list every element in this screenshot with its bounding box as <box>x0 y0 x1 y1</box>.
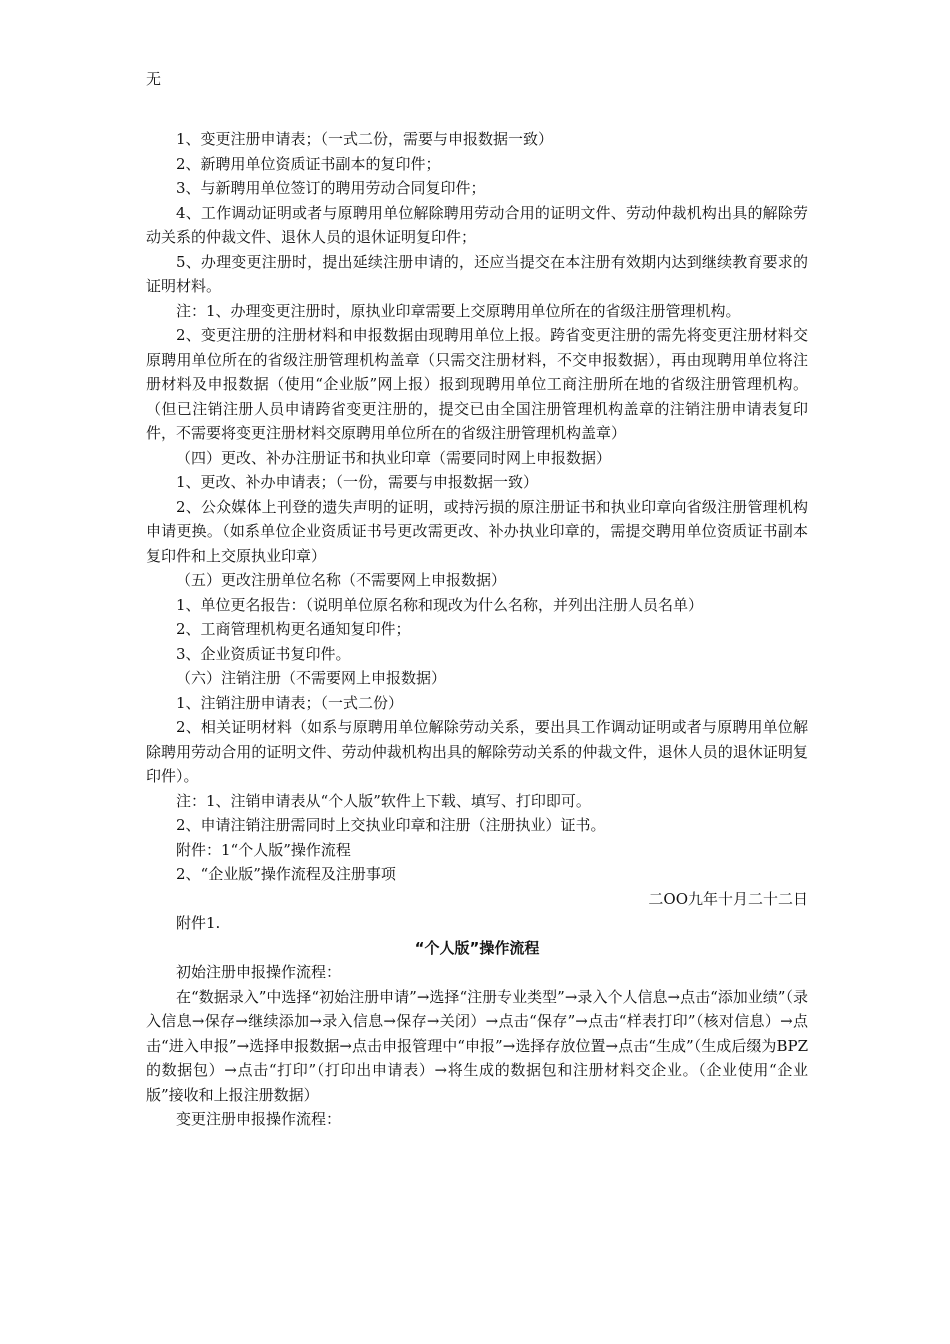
section-heading: （五）更改注册单位名称（不需要网上申报数据） <box>176 571 507 589</box>
paragraph: 2、工商管理机构更名通知复印件； <box>176 620 411 638</box>
page-header: 无 <box>146 70 162 88</box>
paragraph: 3、企业资质证书复印件。 <box>176 644 351 663</box>
note-paragraph: 注：1、注销申请表从“个人版”软件上下载、填写、打印即可。 <box>176 791 591 810</box>
section-heading: （六）注销注册（不需要网上申报数据） <box>176 669 447 687</box>
paragraph: 2、公众媒体上刊登的遗失声明的证明，或持污损的原注册证书和执业印章向省级注册管理机构申请更换。（如系单位企业资质证书号更改需更改、补办执业印章的，需提交聘用单位资质证书副本复印件和上交原执业印章） <box>146 497 808 565</box>
attachment-label: 附件1. <box>176 914 221 932</box>
paragraph: 1、单位更名报告：（说明单位原名称和现改为什么名称，并列出注册人员名单） <box>176 595 704 614</box>
note-paragraph: 注：1、办理变更注册时，原执业印章需要上交原聘用单位所在的省级注册管理机构。 <box>176 301 741 320</box>
paragraph: 2、相关证明材料（如系与原聘用单位解除劳动关系，要出具工作调动证明或者与原聘用单位解除聘用劳动合用的证明文件、劳动仲裁机构出具的解除劳动关系的仲裁文件，退休人员的退休证明复印件）。 <box>146 718 808 785</box>
paragraph: 2、申请注销注册需同时上交执业印章和注册（注册执业）证书。 <box>176 816 606 834</box>
document-date: 二OO九年十月二十二日 <box>648 889 808 908</box>
paragraph: 1、变更注册申请表；（一式二份，需要与申报数据一致） <box>176 130 554 148</box>
subsection-heading: 初始注册申报操作流程： <box>176 963 342 981</box>
subsection-heading: 变更注册申报操作流程： <box>176 1110 342 1128</box>
paragraph: 1、更改、补办申请表；（一份，需要与申报数据一致） <box>176 473 539 491</box>
paragraph: 2、新聘用单位资质证书副本的复印件； <box>176 154 441 173</box>
attachment-line: 附件：1“个人版”操作流程 <box>176 840 351 859</box>
attachment-title: “个人版”操作流程 <box>414 938 540 957</box>
attachment-line: 2、“企业版”操作流程及注册事项 <box>176 865 396 883</box>
paragraph: 1、注销注册申请表；（一式二份） <box>176 693 404 712</box>
section-heading: （四）更改、补办注册证书和执业印章（需要同时网上申报数据） <box>176 448 612 467</box>
paragraph: 3、与新聘用单位签订的聘用劳动合同复印件； <box>176 179 486 197</box>
paragraph: 4、工作调动证明或者与原聘用单位解除聘用劳动合用的证明文件、劳动仲裁机构出具的解除劳动关系的仲裁文件、退休人员的退休证明复印件； <box>146 203 808 246</box>
paragraph: 在“数据录入”中选择“初始注册申请”→选择“注册专业类型”→录入个人信息→点击“添加业绩”（录入信息→保存→继续添加→录入信息→保存→关闭）→点击“保存”→点击“样表打印”（核对信息）→点击“进入申报”→选择申报数据→点击申报管理中“申报”→选择存放位置→点击“生成”（生成后缀为BPZ的数据包）→点击“打印”（打印出申请表）→将生成的数据包和注册材料交企业。（企业使用“企业版”接收和上报注册数据） <box>146 987 808 1104</box>
paragraph: 2、变更注册的注册材料和申报数据由现聘用单位上报。跨省变更注册的需先将变更注册材料交原聘用单位所在的省级注册管理机构盖章（只需交注册材料，不交申报数据），再由现聘用单位将注册材料及申报数据（使用“企业版”网上报）报到现聘用单位工商注册所在地的省级注册管理机构。（但已注销注册人员申请跨省变更注册的，提交已由全国注册管理机构盖章的注销注册申请表复印件，不需要将变更注册材料交原聘用单位所在的省级注册管理机构盖章） <box>146 326 808 442</box>
document-body <box>146 127 808 1132</box>
paragraph: 5、办理变更注册时，提出延续注册申请的，还应当提交在本注册有效期内达到继续教育要求的证明材料。 <box>146 252 808 295</box>
